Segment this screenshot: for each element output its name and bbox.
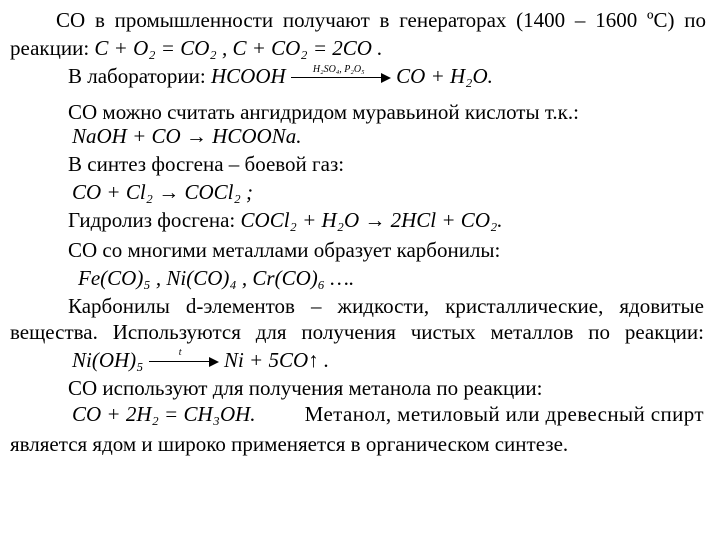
nickel-reactant: Ni(OH)₅ — [72, 348, 144, 372]
line-carbonyls-properties: Карбонилы d-элементов – жидкости, кристаллические, ядовитые — [68, 294, 704, 318]
line-industry-reactions — [10, 36, 382, 60]
reactions-label: реакции: — [10, 36, 90, 60]
lab-reactant: HCOOH — [210, 64, 286, 88]
line-phosgene-synthesis: В синтез фосгена – боевой газ: — [68, 152, 345, 176]
reaction-arrow-icon — [291, 65, 391, 85]
line-carbonyls-intro: CO со многими металлами образует карбонилы: — [68, 238, 501, 262]
methanol-formula: CO + 2H₂ = CH₃OH. — [72, 402, 256, 426]
lab-products: CO + H₂O. — [396, 64, 493, 88]
line-carbonyls-usage: вещества. Используются для получения чистых металлов по реакции: — [10, 320, 704, 344]
line-naoh-reaction: NaOH + CO → HCOONa. — [72, 124, 302, 148]
industry-reaction-formula: C + O₂ = CO₂ , C + CO₂ = 2CO . — [94, 36, 383, 60]
nickel-products: Ni + 5CO↑ . — [223, 348, 330, 372]
lab-conditions: H₂SO₄, P₂O₅ — [312, 64, 365, 75]
line-phosgene-hydrolysis — [68, 208, 503, 232]
line-methanol-usage: является ядом и широко применяется в органическом синтезе. — [10, 432, 569, 456]
methanol-description: Метанол, метиловый или древесный спирт — [304, 402, 704, 426]
line-industry-production: CO в промышленности получают в генераторах (1400 – 1600 ºС) по — [56, 8, 706, 32]
line-carbonyls-formulas: Fe(CO)₅ , Ni(CO)₄ , Cr(CO)₆ …. — [78, 266, 355, 290]
hydrolysis-formula: COCl₂ + H₂O → 2HCl + CO₂. — [240, 208, 503, 232]
heat-arrow-icon — [149, 349, 219, 369]
hydrolysis-label: Гидролиз фосгена: — [68, 208, 236, 232]
line-methanol-intro: CO используют для получения метанола по реакции: — [68, 376, 543, 400]
line-nickel-reaction — [72, 348, 329, 372]
line-anhydride: CO можно считать ангидридом муравьиной кислоты т.к.: — [68, 100, 579, 124]
line-laboratory — [68, 64, 493, 88]
line-methanol-reaction — [72, 402, 704, 426]
heat-condition: t — [178, 347, 182, 358]
line-phosgene-reaction: CO + Cl₂ → COCl₂ ; — [72, 180, 254, 204]
laboratory-label: В лаборатории: — [68, 64, 206, 88]
